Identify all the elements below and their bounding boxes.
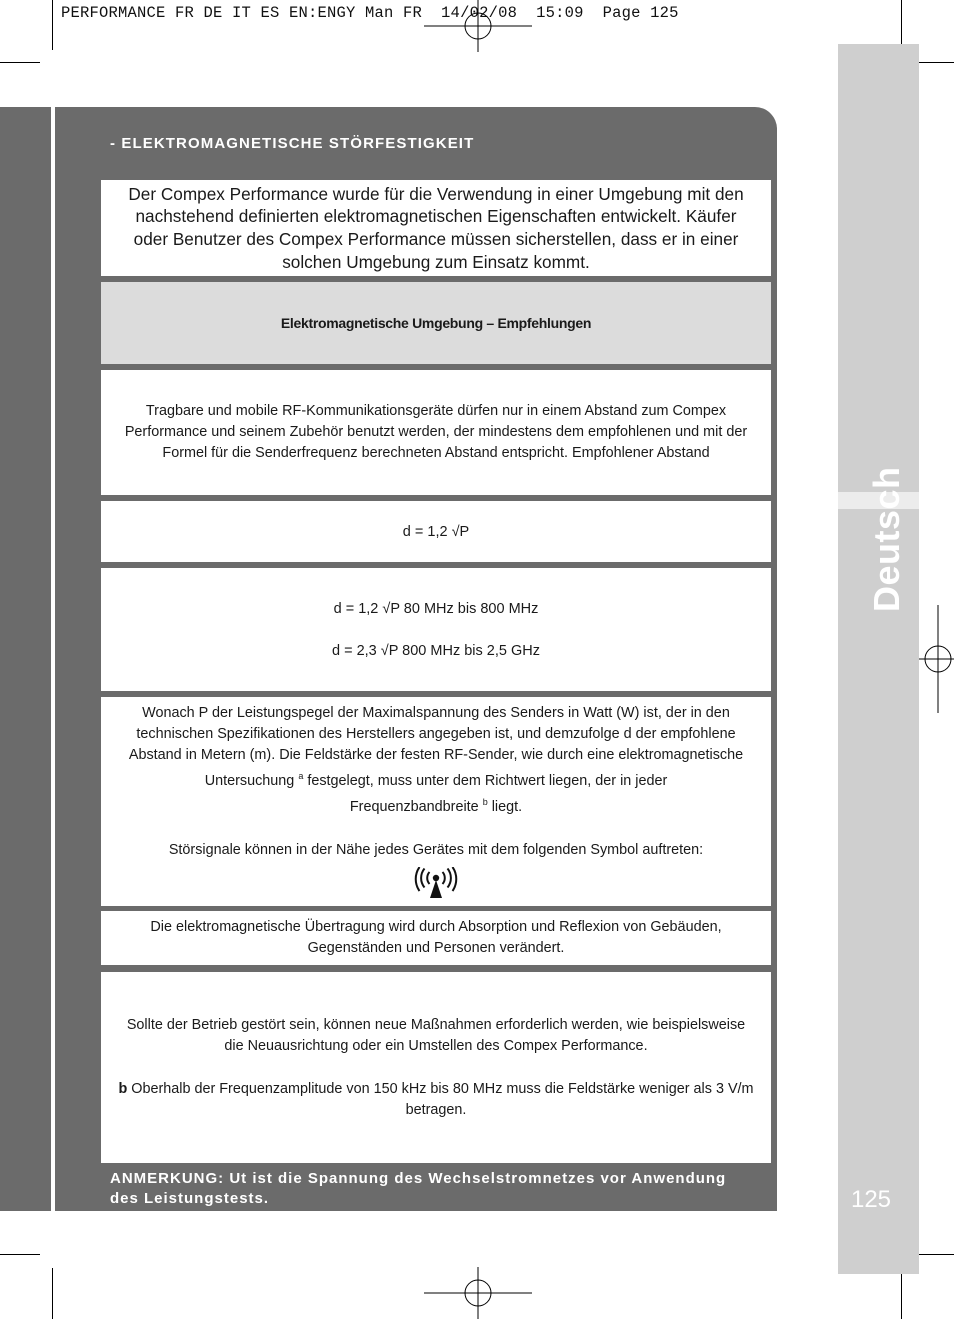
propagation-text: Die elektromagnetische Übertragung wird durch Absorption und Reflexion von Gebäuden, Gegenständen und Personen verändert. <box>150 919 722 956</box>
operation-box <box>101 972 771 1163</box>
intro-text: Der Compex Performance wurde für die Verwendung in einer Umgebung mit den nachstehend definierten elektromagnetischen Eigenschaften entwickelt. Käufer oder Benutzer des Compex Performance müssen sicherstellen, dass er in einer solchen Umgebung zum Einsatz kommt. <box>128 183 744 272</box>
section-title: - ELEKTROMAGNETISCHE STÖRFESTIGKEIT <box>110 135 475 152</box>
portable-devices-text: Tragbare und mobile RF-Kommunikationsgeräte dürfen nur in einem Abstand zum Compex Performance und seinem Zubehör benutzt werden, der mindestens dem empfohlenen und mit der Formel für die Senderfrequenz berechneten Abstand entspricht. Empfohlener Abstand <box>124 403 748 461</box>
registration-mark-icon <box>424 1267 532 1319</box>
definitions-line-bandwidth <box>350 792 522 818</box>
interference-text: Störsignale können in der Nähe jedes Gerätes mit dem folgenden Symbol auftreten: <box>168 841 704 858</box>
footnote-b-marker: b <box>482 796 488 807</box>
survey-word: Untersuchung <box>204 772 295 789</box>
crop-mark <box>901 1268 902 1319</box>
registration-mark-icon <box>424 0 532 52</box>
footnote-a-marker: a <box>298 770 304 781</box>
footnote-b-label: b <box>118 1080 128 1097</box>
definitions-line-survey <box>205 766 668 792</box>
table-heading-box <box>101 282 771 364</box>
language-label: Deutsch <box>866 466 907 612</box>
crop-mark <box>0 62 40 63</box>
note-text: ANMERKUNG: Ut ist die Spannung des Wechselstromnetzes vor Anwendung des Leistungstests. <box>110 1170 727 1207</box>
frequency-formulas-box <box>101 568 771 691</box>
portable-devices-box <box>101 370 771 495</box>
formula-80-800-mhz: d = 1,2 √P 80 MHz bis 800 MHz <box>333 600 539 617</box>
formula-box <box>101 501 771 562</box>
crop-mark <box>52 0 53 50</box>
operation-text: Sollte der Betrieb gestört sein, können neue Maßnahmen erforderlich werden, wie beispielsweise die Neuausrichtung oder ein Umstellen des Compex Performance. <box>126 1016 746 1054</box>
page-number: 125 <box>850 1186 892 1213</box>
bandwidth-rest: liegt. <box>491 798 523 815</box>
table-heading: Elektromagnetische Umgebung – Empfehlungen <box>280 314 592 331</box>
left-margin-bar <box>0 107 51 1211</box>
language-side-tab <box>838 44 919 1274</box>
footnote-b <box>117 1079 755 1121</box>
crop-mark <box>901 0 902 50</box>
propagation-box <box>101 911 771 965</box>
footnote-b-text: Oberhalb der Frequenzamplitude von 150 kHz bis 80 MHz muss die Feldstärke weniger als 3 V/m betragen. <box>131 1080 754 1118</box>
definitions-box <box>101 697 771 906</box>
language-label-wrap <box>826 466 907 612</box>
bandwidth-word: Frequenzbandbreite <box>349 798 479 815</box>
survey-rest: festgelegt, muss unter dem Richtwert liegen, der in jeder <box>307 772 668 789</box>
definitions-text: Wonach P der Leistungspegel der Maximalspannung des Senders in Watt (W) ist, der in den technischen Spezifikationen des Herstellers angegeben ist, und demzufolge d der empfohlene Abstand in Metern (m). Die Feldstärke der festen RF-Sender, wie durch eine elektromagnetische <box>128 704 744 763</box>
crop-mark <box>52 1268 53 1319</box>
formula-basic: d = 1,2 √P <box>402 523 470 540</box>
intro-box <box>101 180 771 276</box>
non-ionizing-radiation-icon <box>414 867 458 901</box>
print-header: PERFORMANCE FR DE IT ES EN:ENGY Man FR 14/02/08 15:09 Page 125 <box>61 4 679 22</box>
crop-mark <box>0 1254 40 1255</box>
formula-800-mhz-2-5-ghz: d = 2,3 √P 800 MHz bis 2,5 GHz <box>332 642 540 659</box>
